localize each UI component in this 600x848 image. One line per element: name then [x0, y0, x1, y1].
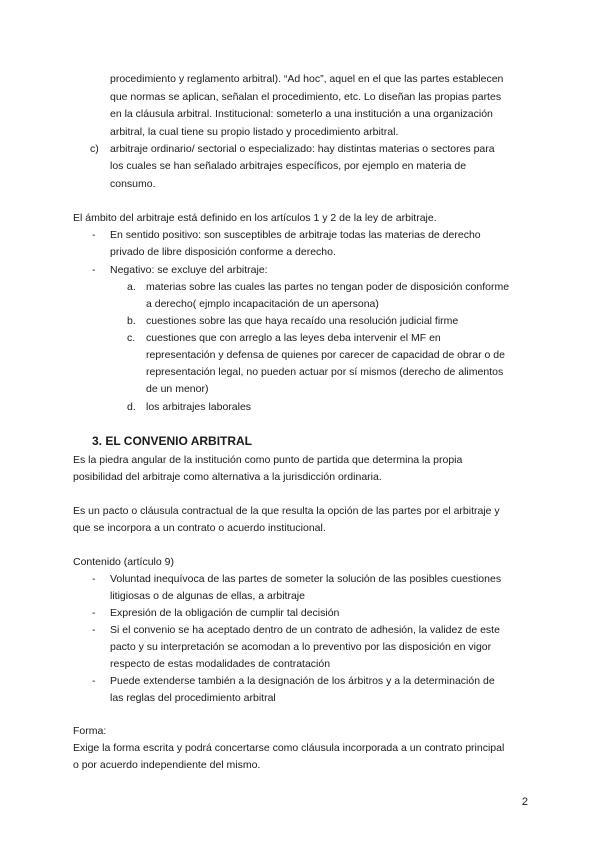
contenido-label: Contenido (artículo 9)	[73, 556, 174, 568]
text-line: materias sobre las cuales las partes no tengan poder de disposición conforme	[146, 281, 510, 293]
text-line: las reglas del procedimiento arbitral	[110, 692, 276, 704]
text-line: de un menor)	[146, 383, 209, 395]
page-number: 2	[521, 796, 528, 808]
text-line: litigiosas o de algunas de ellas, a arbitraje	[110, 590, 305, 602]
forma-label: Forma:	[73, 725, 107, 737]
text-line: Puede extenderse también a la designación de los árbitros y a la determinación de	[110, 675, 495, 687]
text-line: posibilidad del arbitraje como alternativa a la jurisdicción ordinaria.	[73, 471, 382, 483]
list-marker: -	[92, 607, 96, 619]
text-line: que normas se aplican, señalan el procedimiento, etc. Lo diseñan las propias partes	[110, 91, 502, 103]
list-marker: -	[92, 229, 96, 241]
text-line: En sentido positivo: son susceptibles de arbitraje todas las materias de derecho	[110, 229, 481, 241]
list-marker: d.	[127, 401, 136, 413]
text-line: o por acuerdo independiente del mismo.	[73, 759, 261, 771]
text-line: respecto de estas modalidades de contratación	[110, 658, 331, 670]
text-line: arbitraje ordinario/ sectorial o especializado: hay distintas materias o sectores para	[110, 143, 495, 155]
list-marker: -	[92, 573, 96, 585]
section-heading: 3. EL CONVENIO ARBITRAL	[92, 434, 253, 448]
list-marker: b.	[127, 315, 136, 327]
text-line: Negativo: se excluye del arbitraje:	[110, 264, 268, 276]
text-line: Es la piedra angular de la institución como punto de partida que determina la propia	[73, 454, 463, 466]
text-line: procedimiento y reglamento arbitral). “Ad hoc”, aquel en el que las partes establecen	[110, 73, 504, 85]
text-line: pacto y su interpretación se acomodan a lo preventivo por las disposición en vigor	[110, 641, 492, 653]
text-line: representación legal, no pueden actuar por sí mismos (derecho de alimentos	[146, 366, 504, 378]
text-line: Si el convenio se ha aceptado dentro de un contrato de adhesión, la validez de este	[110, 624, 500, 636]
text-line: Voluntad inequívoca de las partes de someter la solución de las posibles cuestiones	[110, 573, 502, 585]
list-marker: c)	[90, 143, 99, 155]
text-line: privado de libre disposición conforme a derecho.	[110, 246, 336, 258]
list-marker: a.	[127, 281, 136, 293]
list-marker: c.	[127, 332, 136, 344]
text-line: Exige la forma escrita y podrá concertarse como cláusula incorporada a un contrato principal	[73, 742, 505, 754]
text-line: Expresión de la obligación de cumplir tal decisión	[110, 607, 340, 619]
text-line: los arbitrajes laborales	[146, 401, 252, 413]
text-line: a derecho( ejmplo incapacitación de un apersona)	[146, 298, 379, 310]
text-line: representación y defensa de quienes por carecer de capacidad de obrar o de	[146, 349, 505, 361]
list-marker: -	[92, 624, 96, 636]
text-line: arbitral, la cual tiene su propio listado y procedimiento arbitral.	[110, 126, 399, 138]
ambito-intro: El ámbito del arbitraje está definido en los artículos 1 y 2 de la ley de arbitraje.	[73, 212, 437, 224]
text-line: que se incorpora a un contrato o acuerdo institucional.	[73, 522, 326, 534]
text-line: consumo.	[110, 178, 156, 190]
list-marker: -	[92, 675, 96, 687]
text-line: en la cláusula arbitral. Institucional: someterlo a una institución a una organización	[110, 108, 493, 120]
text-line: Es un pacto o cláusula contractual de la que resulta la opción de las partes por el arbitraje y	[73, 505, 500, 517]
text-line: cuestiones que con arreglo a las leyes deba intervenir el MF en	[146, 332, 441, 344]
text-line: los cuales se han señalado arbitrajes específicos, por ejemplo en materia de	[110, 160, 467, 172]
list-marker: -	[92, 264, 96, 276]
text-line: cuestiones sobre las que haya recaído una resolución judicial firme	[146, 315, 459, 327]
